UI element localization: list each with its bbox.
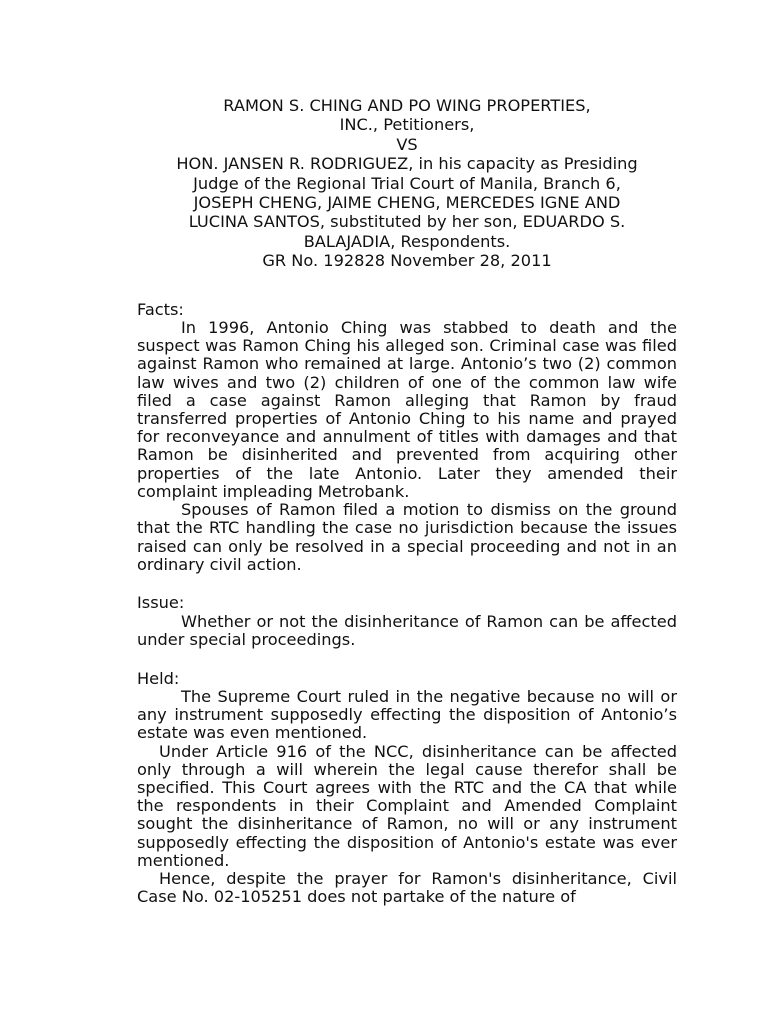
facts-paragraph: Spouses of Ramon filed a motion to dismiss on the ground that the RTC handling the case no jurisdiction because the issues raised can only be resolved in a special proceeding and not in an ordinary civil action.	[137, 500, 677, 574]
case-caption	[137, 96, 677, 271]
document-page	[137, 96, 677, 906]
facts-paragraph: In 1996, Antonio Ching was stabbed to death and the suspect was Ramon Ching his alleged son. Criminal case was filed against Ramon who remained at large. Antonio’s two (2) common law wives and two (2) children of one of the common law wife filed a case against Ramon alleging that Ramon by fraud transferred properties of Antonio Ching to his name and prayed for reconveyance and annulment of titles with damages and that Ramon be disinherited and prevented from acquiring other properties of the late Antonio. Later they amended their complaint impleading Metrobank.	[137, 318, 677, 501]
caption-line: Judge of the Regional Trial Court of Manila, Branch 6,	[193, 173, 621, 193]
held-paragraph: Under Article 916 of the NCC, disinheritance can be affected only through a will wherein the legal cause therefor shall be specified. This Court agrees with the RTC and the CA that while the respondents in their Complaint and Amended Complaint sought the disinheritance of Ramon, no will or any instrument supposedly effecting the disposition of Antonio's estate was ever mentioned.	[137, 741, 677, 870]
caption-line: BALAJADIA, Respondents.	[303, 231, 511, 251]
case-number-date: GR No. 192828 November 28, 2011	[262, 251, 552, 271]
caption-line: LUCINA SANTOS, substituted by her son, EDUARDO S.	[188, 212, 626, 232]
held-paragraph: The Supreme Court ruled in the negative because no will or any instrument supposedly effecting the disposition of Antonio’s estate was even mentioned.	[137, 686, 677, 743]
caption-line: VS	[396, 134, 418, 154]
caption-line: HON. JANSEN R. RODRIGUEZ, in his capacity as Presiding	[176, 154, 638, 174]
caption-line: JOSEPH CHENG, JAIME CHENG, MERCEDES IGNE AND	[193, 193, 621, 213]
held-heading: Held:	[137, 668, 180, 688]
facts-heading: Facts:	[137, 299, 184, 319]
caption-line: INC., Petitioners,	[339, 115, 475, 135]
held-paragraph: Hence, despite the prayer for Ramon's disinheritance, Civil Case No. 02-105251 does not partake of the nature of	[137, 868, 677, 907]
caption-line: RAMON S. CHING AND PO WING PROPERTIES,	[223, 96, 591, 115]
issue-paragraph: Whether or not the disinheritance of Ramon can be affected under special proceedings.	[137, 611, 677, 649]
issue-heading: Issue:	[137, 593, 185, 613]
